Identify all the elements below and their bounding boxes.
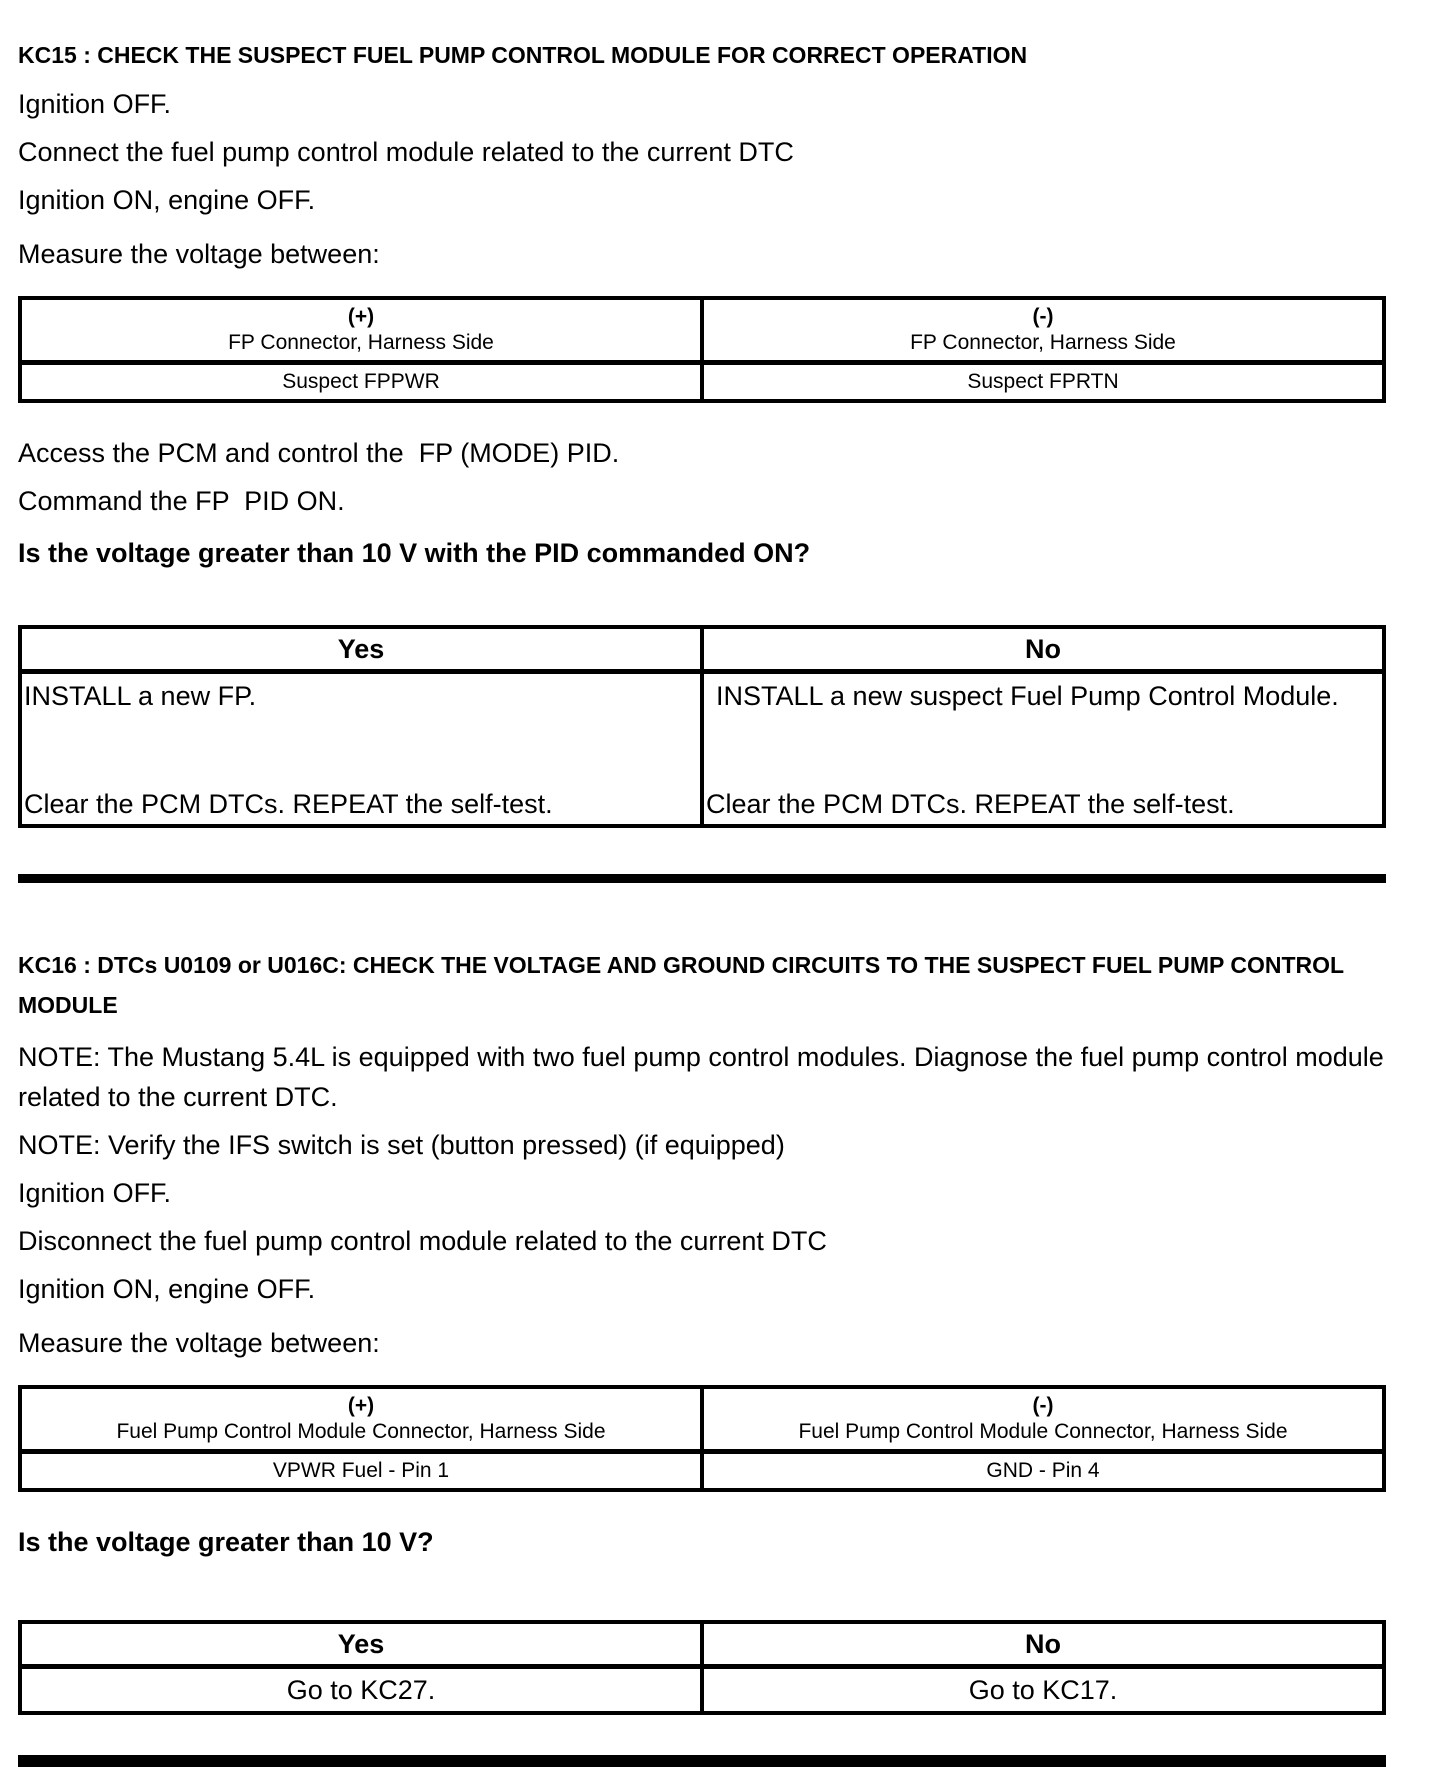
- page-end-rule: [18, 1755, 1386, 1767]
- table-row: [20, 298, 1384, 363]
- yes-followup-text: Clear the PCM DTCs. REPEAT the self-test.: [24, 789, 553, 819]
- section-divider-rule: [18, 874, 1386, 883]
- negative-connector-label: Fuel Pump Control Module Connector, Harness Side: [798, 1420, 1288, 1443]
- yes-column-header: Yes: [20, 1622, 702, 1667]
- kc15-decision-table: [18, 625, 1386, 828]
- kc15-question: Is the voltage greater than 10 V with the PID commanded ON?: [18, 538, 811, 568]
- kc16-note-ifs: NOTE: Verify the IFS switch is set (button pressed) (if equipped): [18, 1130, 785, 1160]
- table-row: [20, 1667, 1384, 1714]
- kc16-positive-lead-header: [20, 1387, 702, 1452]
- kc16-no-result-cell: Go to KC17.: [702, 1667, 1384, 1714]
- kc16-yes-result-cell: Go to KC27.: [20, 1667, 702, 1714]
- positive-sign: (+): [347, 1394, 375, 1417]
- kc15-measurement-table: [18, 296, 1386, 403]
- table-row: [20, 1622, 1384, 1667]
- kc15-step-access-pcm: Access the PCM and control the FP (MODE) PID.: [18, 438, 620, 468]
- positive-sign: (+): [347, 305, 375, 328]
- kc15-positive-lead-header: [20, 298, 702, 363]
- kc15-step-measure: Measure the voltage between:: [18, 239, 380, 269]
- table-row: [20, 627, 1384, 672]
- kc16-question: Is the voltage greater than 10 V?: [18, 1527, 434, 1557]
- kc15-step-connect: Connect the fuel pump control module related to the current DTC: [18, 137, 794, 167]
- no-column-header: No: [702, 627, 1384, 672]
- kc16-negative-lead-header: [702, 1387, 1384, 1452]
- kc15-yes-result-cell: [20, 672, 702, 827]
- yes-column-header: Yes: [20, 627, 702, 672]
- positive-connector-label: FP Connector, Harness Side: [228, 331, 494, 354]
- kc15-positive-test-point: Suspect FPPWR: [20, 363, 702, 402]
- no-column-header: No: [702, 1622, 1384, 1667]
- pinpoint-test-kc16: [18, 945, 1392, 1767]
- no-action-text: INSTALL a new suspect Fuel Pump Control Module.: [716, 681, 1339, 711]
- kc15-negative-lead-header: [702, 298, 1384, 363]
- kc15-heading: KC15 : CHECK THE SUSPECT FUEL PUMP CONTROL MODULE FOR CORRECT OPERATION: [18, 42, 1028, 68]
- kc16-heading: KC16 : DTCs U0109 or U016C: CHECK THE VOLTAGE AND GROUND CIRCUITS TO THE SUSPECT FUEL PUMP CONTROL MODULE: [18, 952, 1351, 1018]
- negative-sign: (-): [1032, 305, 1054, 328]
- kc15-step-ignition-on: Ignition ON, engine OFF.: [18, 185, 316, 215]
- kc16-step-measure: Measure the voltage between:: [18, 1328, 380, 1358]
- kc16-measurement-table: [18, 1385, 1386, 1492]
- kc16-positive-test-point: VPWR Fuel - Pin 1: [20, 1452, 702, 1491]
- kc16-decision-table: [18, 1620, 1386, 1715]
- table-row: [20, 1452, 1384, 1491]
- table-row: [20, 1387, 1384, 1452]
- no-followup-text: Clear the PCM DTCs. REPEAT the self-test.: [706, 789, 1235, 819]
- yes-cell-content: [22, 674, 700, 824]
- negative-connector-label: FP Connector, Harness Side: [910, 331, 1176, 354]
- kc15-step-ignition-off: Ignition OFF.: [18, 89, 172, 119]
- kc16-negative-test-point: GND - Pin 4: [702, 1452, 1384, 1491]
- kc16-step-ignition-on: Ignition ON, engine OFF.: [18, 1274, 316, 1304]
- negative-sign: (-): [1032, 1394, 1054, 1417]
- kc15-negative-test-point: Suspect FPRTN: [702, 363, 1384, 402]
- positive-connector-label: Fuel Pump Control Module Connector, Harness Side: [116, 1420, 606, 1443]
- no-cell-content: [704, 674, 1382, 824]
- pinpoint-test-kc15: [18, 38, 1386, 883]
- kc16-note-mustang: NOTE: The Mustang 5.4L is equipped with two fuel pump control modules. Diagnose the fuel pump control module related to the current DTC.: [18, 1042, 1392, 1112]
- yes-action-text: INSTALL a new FP.: [24, 681, 257, 711]
- kc15-step-command-pid: Command the FP PID ON.: [18, 486, 345, 516]
- kc16-step-ignition-off: Ignition OFF.: [18, 1178, 172, 1208]
- table-row: [20, 672, 1384, 827]
- table-row: [20, 363, 1384, 402]
- kc16-step-disconnect: Disconnect the fuel pump control module related to the current DTC: [18, 1226, 827, 1256]
- kc15-no-result-cell: [702, 672, 1384, 827]
